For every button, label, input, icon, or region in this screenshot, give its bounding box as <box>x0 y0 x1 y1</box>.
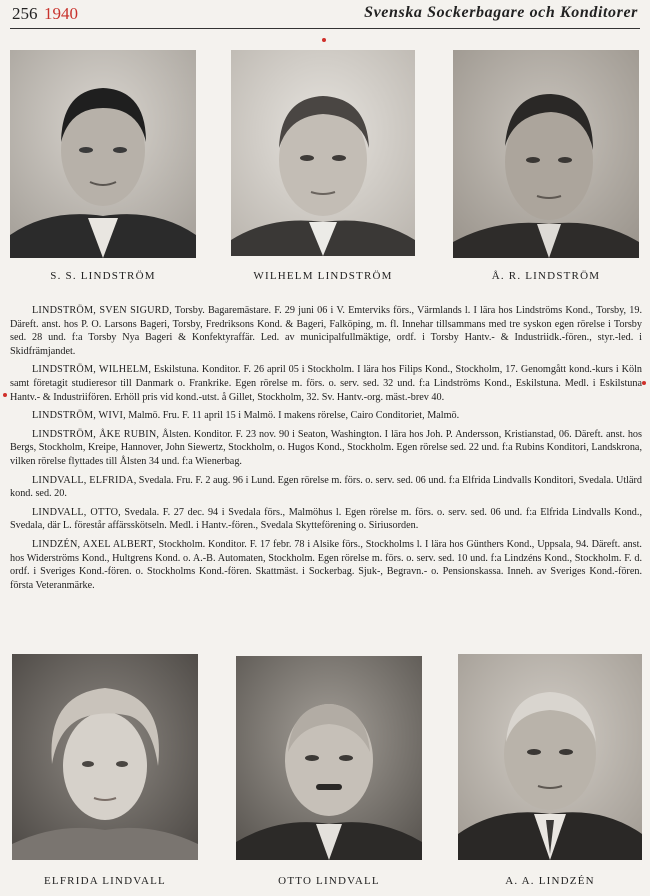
entry-text: , Torsby. Bagaremästare. F. 29 juni 06 i V. Emterviks förs., Värmlands l. I lära hos Lindströms Kond., Torsby, 19. Däreft. anst. hos P. O. Larsons Bageri, Torsby, Fredriksons Kond. & Bageri, Falköping, m. fl. Innehar tillsammans med tre syskon egen rörelse i Torsby sed. 28 und. f:a Torsby Nya Bageri & Konfektyraffär. Led. av municipalfullmäktige, ordf. i Torsby Hantv.- & Industriidk.-fören., styr.-led. i Skidfrämjandet. <box>10 305 643 357</box>
portrait-photo-3 <box>453 50 639 258</box>
portrait-caption-6: A. A. LINDZÉN <box>505 875 595 887</box>
portrait-photo-1 <box>10 50 196 258</box>
portrait-photo-6 <box>458 654 642 860</box>
journal-title: Svenska Sockerbagare och Konditorer <box>364 4 638 21</box>
entry-lindzen-axel-albert <box>10 538 642 592</box>
entry-text: , Stockholm. Konditor. F. 17 febr. 78 i Alsike förs., Stockholms l. I lära hos Günthers Kond., Uppsala, 94. Däreft. anst. hos Widerströms Kond., Hultgrens Kond. o. A.-B. Automaten, Stockholm. Egen rörelse m. förs. o. serv. sed. 10 und. f:a Lindzéns Kond., Stockholm. F. d. ordf. i Sveriges Kond.-fören. o. Stockholms Kond.-fören. Skattmäst. i Sockerbag. Sjuk-, Begravn.- o. Pensionskassa. Inneh. av Sveriges Kond.-fören. första Veteranmärke. <box>10 538 642 591</box>
entry-name: LINDZÉN, AXEL ALBERT <box>32 538 154 550</box>
entry-text: , Svedala. Fru. F. 2 aug. 96 i Lund. Egen rörelse m. förs. o. serv. sed. 06 und. f:a Elfrida Lindvalls Konditori, Svedala. Utlärd kond. sed. 20. <box>10 474 642 500</box>
year-annotation: 1940 <box>44 4 78 23</box>
portrait-caption-5: OTTO LINDVALL <box>278 875 380 887</box>
red-mark <box>642 381 646 385</box>
red-mark <box>322 38 326 42</box>
entry-lindstrom-ake-rubin <box>10 428 642 469</box>
entry-text: , Malmö. Fru. F. 11 april 15 i Malmö. I makens rörelse, Cairo Conditoriet, Malmö. <box>123 410 460 422</box>
portrait-caption-1: S. S. LINDSTRÖM <box>50 270 156 282</box>
entry-text: , Ålsten. Konditor. F. 23 nov. 90 i Seaton, Washington. I lära hos Joh. P. Andersson, Kristianstad, 06. Däreft. anst. hos Bergs, Stockholm, Kreipe, Hannover, John Siewertz, Stockholm, o. Hugos Kond., Stockholm. Egen rörelse sed. 22 und. f:a Rubins Konditori, Landskrona, vilken rörelse flyttades till Ålsten 34 und. f:a Wienerbag. <box>10 428 642 467</box>
entry-name: LINDSTRÖM, WIVI <box>32 410 124 422</box>
portrait-photo-2 <box>231 50 415 256</box>
portrait-caption-3: Å. R. LINDSTRÖM <box>491 270 601 282</box>
entry-lindstrom-wivi <box>10 409 642 423</box>
entry-name: LINDSTRÖM, ÅKE RUBIN <box>32 428 157 440</box>
portrait-photo-5 <box>236 656 422 860</box>
entry-name: LINDSTRÖM, WILHELM <box>32 364 149 376</box>
entry-lindstrom-wilhelm <box>10 363 642 404</box>
entry-name: LINDVALL, OTTO <box>32 506 119 518</box>
red-mark <box>3 393 7 397</box>
page-number: 256 <box>12 4 38 23</box>
entry-lindvall-elfrida <box>10 474 642 501</box>
portrait-caption-2: WILHELM LINDSTRÖM <box>253 270 393 282</box>
entry-name: LINDVALL, ELFRIDA <box>32 474 134 486</box>
portrait-caption-4: ELFRIDA LINDVALL <box>44 875 166 887</box>
entry-name: LINDSTRÖM, SVEN SIGURD <box>32 305 170 316</box>
entry-lindstrom-sven-sigurd <box>10 304 642 358</box>
entry-lindvall-otto <box>10 506 642 533</box>
biography-entries <box>10 304 642 597</box>
entry-text: , Eskilstuna. Konditor. F. 26 april 05 i Stockholm. I lära hos Filips Kond., Stockholm, 17. Genomgått kond.-kurs i Köln samt företagit studieresor till Danmark o. Frankrike. Egen rörelse m. förs. o. serv. sed. 32 und. f:a Lindströms Kond., Eskilstuna. Medl. i Eskilstuna Hantv.- & Industriifören. Erhöll pris vid kond.-utst. å Gillet, Stockholm, 32. Sv. Hantv.-org. mäst.-brev 40. <box>10 364 642 403</box>
header-rule <box>10 28 640 29</box>
page-header <box>0 0 650 30</box>
portrait-photo-4 <box>12 654 198 860</box>
entry-text: , Svedala. F. 27 dec. 94 i Svedala förs., Malmöhus l. Egen rörelse m. förs. o. serv. sed. 06 und. f:a Elfrida Lindvalls Kond., Svedala, där L. förestår affärsskötseln. Medl. i Hantv.-fören., Svedala Skytteförening o. Siriusorden. <box>10 506 642 532</box>
